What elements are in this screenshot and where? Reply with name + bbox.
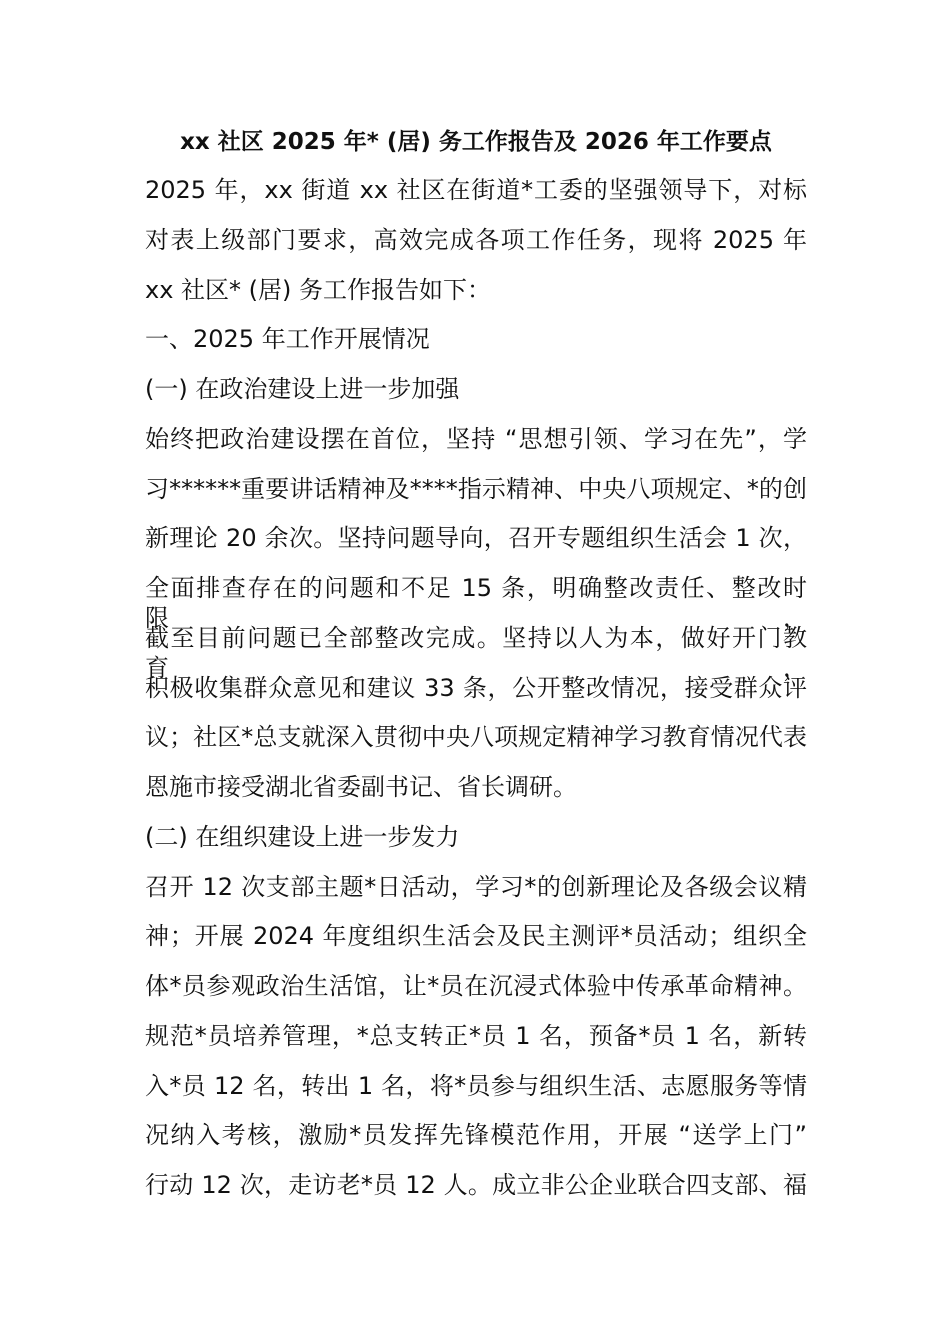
document-title: xx 社区 2025 年* (居) 务工作报告及 2026 年工作要点 bbox=[180, 129, 772, 155]
paragraph-line: xx 社区* (居) 务工作报告如下： bbox=[145, 275, 492, 304]
paragraph-line: 神；开展 2024 年度组织生活会及民主测评*员活动；组织全 bbox=[145, 922, 807, 951]
paragraph-line: 召开 12 次支部主题*日活动，学习*的创新理论及各级会议精 bbox=[145, 872, 807, 901]
paragraph-line: 积极收集群众意见和建议 33 条，公开整改情况，接受群众评 bbox=[145, 673, 807, 702]
paragraph-line: 况纳入考核，激励*员发挥先锋模范作用，开展 “送学上门” bbox=[145, 1121, 807, 1150]
paragraph-line: 一、2025 年工作开展情况 bbox=[145, 325, 430, 354]
paragraph-line: 习******重要讲话精神及****指示精神、中央八项规定、*的创 bbox=[145, 474, 807, 503]
paragraph-line: (一) 在政治建设上进一步加强 bbox=[145, 375, 460, 403]
paragraph-line: 始终把政治建设摆在首位，坚持 “思想引领、学习在先”，学 bbox=[145, 424, 807, 453]
paragraph-line: 体*员参观政治生活馆，让*员在沉浸式体验中传承革命精神。 bbox=[145, 972, 807, 1000]
paragraph-line: 2025 年，xx 街道 xx 社区在街道*工委的坚强领导下，对标 bbox=[145, 176, 807, 204]
paragraph-line: 规范*员培养管理，*总支转正*员 1 名，预备*员 1 名，新转 bbox=[145, 1021, 807, 1050]
paragraph-line: 截至目前问题已全部整改完成。坚持以人为本，做好开门教育， bbox=[145, 623, 807, 682]
paragraph-line: 议；社区*总支就深入贯彻中央八项规定精神学习教育情况代表 bbox=[145, 723, 807, 752]
paragraph-line: 新理论 20 余次。坚持问题导向，召开专题组织生活会 1 次， bbox=[145, 524, 807, 553]
paragraph-line: (二) 在组织建设上进一步发力 bbox=[145, 822, 460, 851]
paragraph-line: 全面排查存在的问题和不足 15 条，明确整改责任、整改时限， bbox=[145, 574, 807, 632]
paragraph-line: 行动 12 次，走访老*员 12 人。成立非公企业联合四支部、福 bbox=[145, 1171, 807, 1199]
paragraph-line: 恩施市接受湖北省委副书记、省长调研。 bbox=[145, 773, 577, 801]
paragraph-line: 对表上级部门要求，高效完成各项工作任务，现将 2025 年 bbox=[145, 225, 807, 254]
paragraph-line: 入*员 12 名，转出 1 名，将*员参与组织生活、志愿服务等情 bbox=[145, 1071, 807, 1100]
